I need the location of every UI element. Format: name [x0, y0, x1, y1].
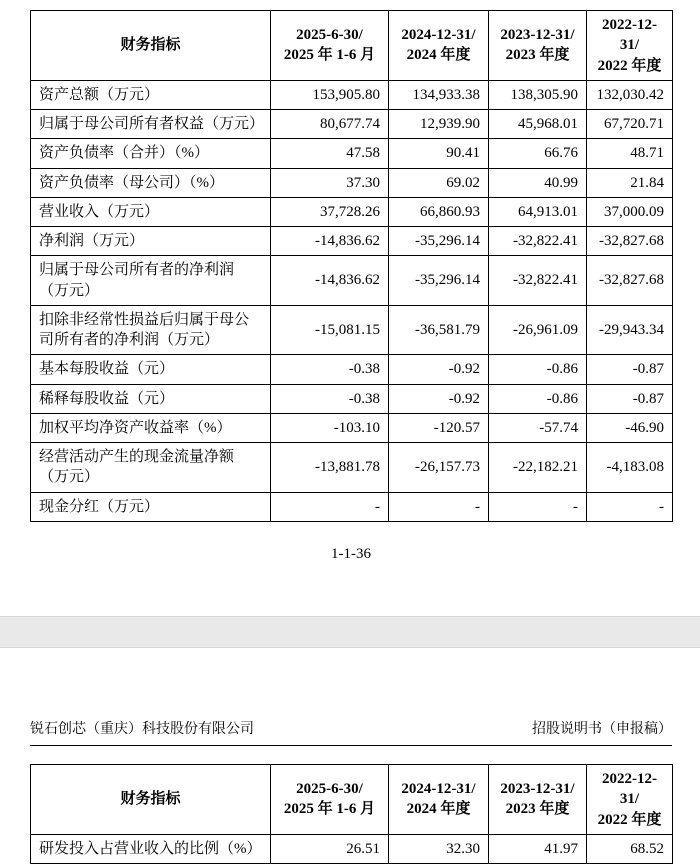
rnd-ratio-table: [30, 764, 673, 864]
cell-value: -0.87: [587, 355, 673, 384]
row-label: 归属于母公司所有者的净利润（万元）: [31, 256, 271, 306]
table-row: [31, 443, 673, 493]
column-header-period-1: [271, 765, 389, 835]
table-row: [31, 355, 673, 384]
table-row: [31, 413, 673, 442]
cell-value: -32,822.41: [489, 256, 587, 306]
cell-value: 138,305.90: [489, 80, 587, 109]
cell-value: 134,933.38: [389, 80, 489, 109]
column-header-period-4: [587, 765, 673, 835]
cell-value: -: [587, 492, 673, 521]
table-row: [31, 256, 673, 306]
period-date: 2022-12-31/: [602, 17, 657, 54]
cell-value: -35,296.14: [389, 227, 489, 256]
page-separator: [0, 616, 700, 648]
column-header-period-2: [389, 11, 489, 81]
cell-value: -29,943.34: [587, 305, 673, 355]
cell-value: 32.30: [389, 834, 489, 863]
table-header-row: [31, 765, 673, 835]
cell-value: 68.52: [587, 834, 673, 863]
column-header-period-2: [389, 765, 489, 835]
row-label: 营业收入（万元）: [31, 197, 271, 226]
cell-value: 80,677.74: [271, 110, 389, 139]
row-label: 资产负债率（母公司）（%）: [31, 168, 271, 197]
cell-value: -13,881.78: [271, 443, 389, 493]
cell-value: 47.58: [271, 139, 389, 168]
cell-value: -120.57: [389, 413, 489, 442]
table-header-row: [31, 11, 673, 81]
cell-value: -35,296.14: [389, 256, 489, 306]
cell-value: -22,182.21: [489, 443, 587, 493]
table-row: [31, 197, 673, 226]
cell-value: 64,913.01: [489, 197, 587, 226]
cell-value: -0.92: [389, 355, 489, 384]
cell-value: 12,939.90: [389, 110, 489, 139]
cell-value: -14,836.62: [271, 227, 389, 256]
column-header-metric: 财务指标: [31, 765, 271, 835]
table-row: [31, 227, 673, 256]
column-header-period-3: [489, 765, 587, 835]
row-label: 资产负债率（合并）（%）: [31, 139, 271, 168]
cell-value: -0.38: [271, 384, 389, 413]
cell-value: 26.51: [271, 834, 389, 863]
table-row: [31, 80, 673, 109]
period-label: 2022 年度: [597, 811, 662, 828]
period-date: 2024-12-31/: [401, 781, 476, 798]
row-label: 加权平均净资产收益率（%）: [31, 413, 271, 442]
cell-value: -0.38: [271, 355, 389, 384]
table-row: [31, 168, 673, 197]
cell-value: 40.99: [489, 168, 587, 197]
period-label: 2025 年 1-6 月: [283, 801, 376, 818]
header-rule: [30, 745, 672, 746]
period-label: 2024 年度: [406, 47, 471, 64]
cell-value: -0.86: [489, 384, 587, 413]
company-name: 锐石创芯（重庆）科技股份有限公司: [30, 722, 254, 737]
doc-type-label: 招股说明书（申报稿）: [532, 722, 672, 737]
table-row: [31, 305, 673, 355]
period-date: 2025-6-30/: [296, 27, 363, 44]
cell-value: -46.90: [587, 413, 673, 442]
cell-value: -32,827.68: [587, 256, 673, 306]
cell-value: -0.87: [587, 384, 673, 413]
row-label: 基本每股收益（元）: [31, 355, 271, 384]
cell-value: 37,728.26: [271, 197, 389, 226]
cell-value: -0.92: [389, 384, 489, 413]
column-header-period-1: [271, 11, 389, 81]
period-date: 2022-12-31/: [602, 771, 657, 808]
row-label: 稀释每股收益（元）: [31, 384, 271, 413]
cell-value: -: [271, 492, 389, 521]
period-date: 2023-12-31/: [500, 27, 575, 44]
table-row: [31, 139, 673, 168]
cell-value: 45,968.01: [489, 110, 587, 139]
cell-value: -36,581.79: [389, 305, 489, 355]
row-label: 归属于母公司所有者权益（万元）: [31, 110, 271, 139]
row-label: 现金分红（万元）: [31, 492, 271, 521]
period-date: 2025-6-30/: [296, 781, 363, 798]
page-header: [30, 718, 672, 738]
cell-value: -103.10: [271, 413, 389, 442]
page-2: [0, 648, 700, 864]
table-row: [31, 384, 673, 413]
cell-value: 132,030.42: [587, 80, 673, 109]
cell-value: 21.84: [587, 168, 673, 197]
row-label: 净利润（万元）: [31, 227, 271, 256]
row-label: 经营活动产生的现金流量净额（万元）: [31, 443, 271, 493]
table-row: [31, 834, 673, 863]
financial-summary-table: [30, 10, 673, 522]
column-header-period-3: [489, 11, 587, 81]
row-label: 研发投入占营业收入的比例（%）: [31, 834, 271, 863]
cell-value: 153,905.80: [271, 80, 389, 109]
row-label: 扣除非经常性损益后归属于母公司所有者的净利润（万元）: [31, 305, 271, 355]
cell-value: 37.30: [271, 168, 389, 197]
cell-value: 48.71: [587, 139, 673, 168]
cell-value: 66,860.93: [389, 197, 489, 226]
column-header-metric: 财务指标: [31, 11, 271, 81]
column-header-period-4: [587, 11, 673, 81]
cell-value: 66.76: [489, 139, 587, 168]
cell-value: -32,827.68: [587, 227, 673, 256]
period-label: 2023 年度: [505, 47, 570, 64]
cell-value: 67,720.71: [587, 110, 673, 139]
cell-value: -14,836.62: [271, 256, 389, 306]
cell-value: -57.74: [489, 413, 587, 442]
period-label: 2024 年度: [406, 801, 471, 818]
cell-value: 90.41: [389, 139, 489, 168]
table-row: [31, 110, 673, 139]
cell-value: -: [489, 492, 587, 521]
table-row: [31, 492, 673, 521]
cell-value: -15,081.15: [271, 305, 389, 355]
period-date: 2024-12-31/: [401, 27, 476, 44]
period-date: 2023-12-31/: [500, 781, 575, 798]
cell-value: -26,961.09: [489, 305, 587, 355]
period-label: 2022 年度: [597, 57, 662, 74]
cell-value: -26,157.73: [389, 443, 489, 493]
period-label: 2025 年 1-6 月: [283, 47, 376, 64]
cell-value: 69.02: [389, 168, 489, 197]
cell-value: -: [389, 492, 489, 521]
cell-value: -0.86: [489, 355, 587, 384]
period-label: 2023 年度: [505, 801, 570, 818]
cell-value: 41.97: [489, 834, 587, 863]
page-number: 1-1-36: [331, 545, 371, 562]
cell-value: -32,822.41: [489, 227, 587, 256]
cell-value: 37,000.09: [587, 197, 673, 226]
cell-value: -4,183.08: [587, 443, 673, 493]
row-label: 资产总额（万元）: [31, 80, 271, 109]
